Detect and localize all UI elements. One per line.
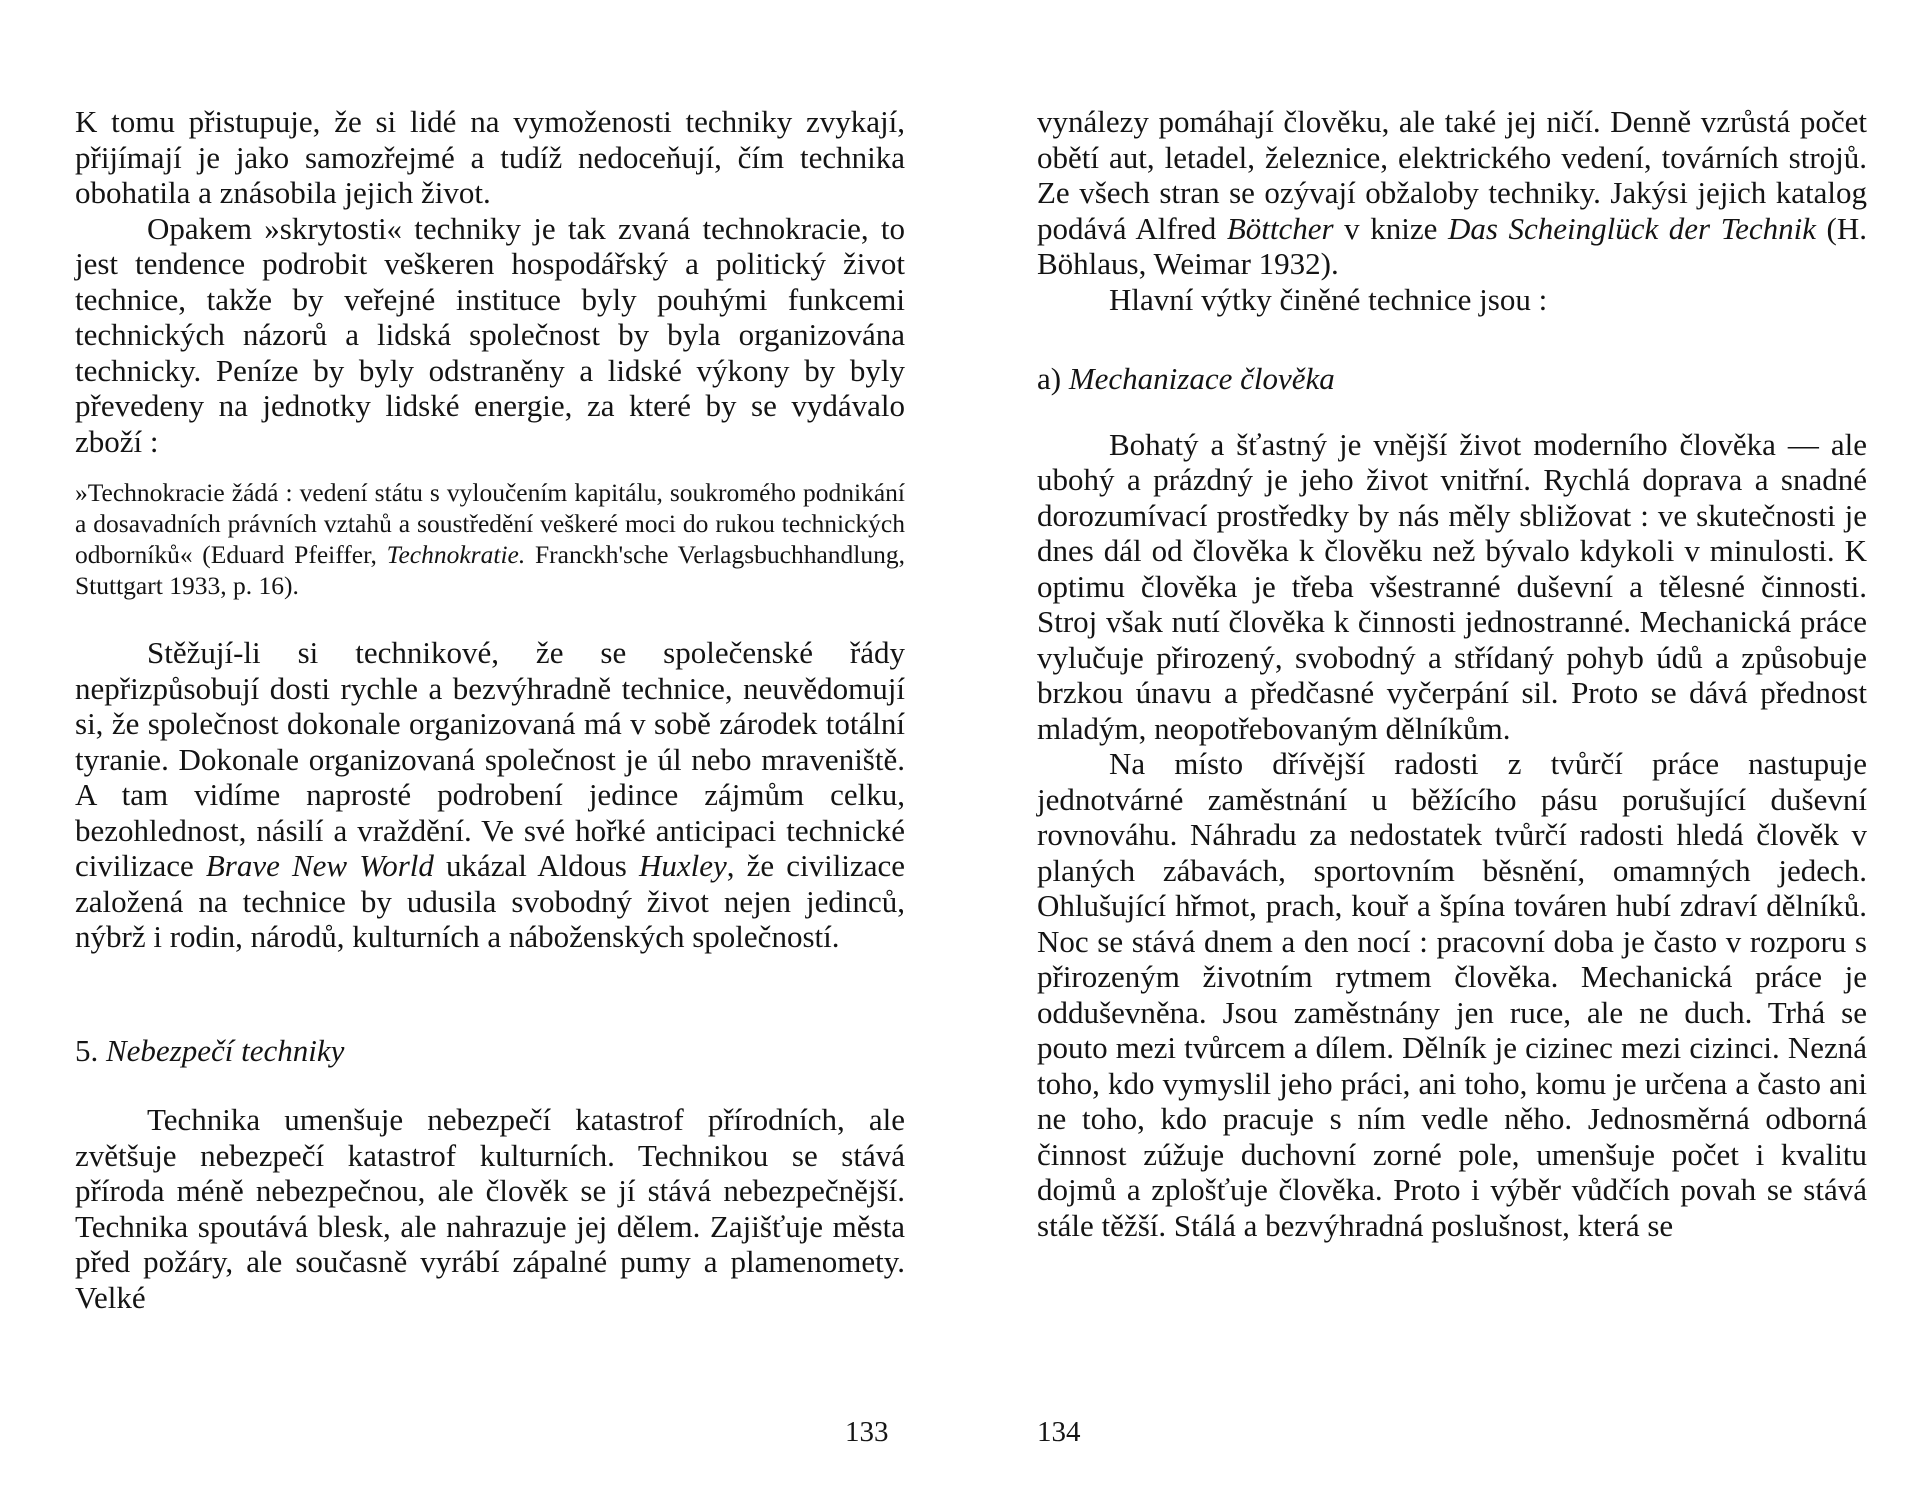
left-paragraph-4: Technika umenšuje nebezpečí katastrof přírodních, ale zvětšuje nebezpečí katastrof kulturních. Technikou se stává příroda méně nebezpečnou, ale člověk se jí stává nebezpečnější. Technika spoutává blesk, ale nahrazuje jej dělem. Zajišťuje města před požáry, ale současně vyrábí zápalné pumy a plamenomety. Velké [75,1102,905,1315]
section-number: 5. [75,1032,99,1068]
author-huxley: Huxley [638,848,727,883]
left-page [75,0,905,1500]
left-paragraph-3-part-1: Stěžují-li si technikové, že se společenské řády nepřizpůsobují dosti rychle a bezvýhradně technice, neuvědomují si, že společnost dokonale organizovaná má v sobě zárodek totální tyranie. Dokonale organizovaná společnost je úl nebo mraveniště. A tam vidíme naprosté podrobení jedince zájmům celku, bezohlednost, násilí a vraždění. Ve své hořké anticipaci technické civilizace [75,635,905,883]
book-title-scheinglueck: Das Scheinglück der Technik [1447,210,1816,246]
page-number-right: 134 [1037,1416,1081,1448]
subheading [1037,361,1867,397]
author-boettcher: Böttcher [1226,210,1334,246]
section-title: Nebezpečí techniky [106,1032,345,1068]
right-paragraph-1 [1037,104,1867,282]
right-paragraph-1-part-1: vynálezy pomáhají člověku, ale také jej ničí. Denně vzrůstá počet obětí aut, letadel, železnice, elektrického vedení, továrních strojů. Ze všech stran se ozývají obžaloby techniky. Jakýsi jejich katalog podává Alfred [1037,104,1867,246]
subheading-title: Mechanizace člověka [1068,361,1335,396]
right-paragraph-1-part-3: (H. Böhlaus, Weimar 1932). [1037,210,1868,281]
subheading-label: a) [1037,361,1062,396]
right-paragraph-2: Hlavní výtky činěné technice jsou : [1109,281,1548,317]
right-text-column [1037,104,1867,1243]
page-number-left: 133 [845,1416,889,1448]
left-paragraph-1: K tomu přistupuje, že si lidé na vymoženosti techniky zvykají, přijímají je jako samozřejmé a tudíž nedoceňují, čím technika obohatila a znásobila jejich život. [75,104,905,210]
left-paragraph-3-part-2: ukázal Aldous [433,848,639,883]
quote-cited-title: Technokratie. [386,540,526,569]
quote-text-before: »Technokracie žádá : vedení státu s vyloučením kapitálu, soukromého podnikání a dosavadních právních vztahů a soustředění veškeré moci do rukou technických odborníků« (Eduard Pfeiffer, [75,478,905,569]
book-title-brave-new-world: Brave New World [205,848,434,883]
quote-text-after: Franckh'sche Verlagsbuchhandlung, Stuttgart 1933, p. 16). [75,540,906,600]
left-paragraph-2: Opakem »skrytosti« techniky je tak zvaná technokracie, to jest tendence podrobit veškeren hospodářský a politický život technice, takže by veřejné instituce byly pouhými funkcemi technických názorů a lidská společnost by byla organizována technicky. Peníze by byly odstraněny a lidské výkony by byly převedeny na jednotky lidské energie, za které by se vydávalo zboží : [75,210,905,459]
section-heading [75,1033,905,1069]
right-paragraph-3: Bohatý a šťastný je vnější život moderního člověka — ale ubohý a prázdný je jeho život vnitřní. Rychlá doprava a snadné dorozumívací prostředky by nás měly sbližovat : ve skutečnosti je dnes dál od člověka k člověku než bývalo kdykoli v minulosti. K optimu člověka je třeba všestranné duševní a tělesné činnosti. Stroj však nutí člověka k činnosti jednostranné. Mechanická práce vylučuje přirozený, svobodný a střídaný pohyb údů a způsobuje brzkou únavu a předčasné vyčerpání sil. Proto se dává přednost mladým, neopotřebovaným dělníkům. [1037,426,1867,746]
left-paragraph-3 [75,635,905,955]
right-paragraph-1-part-2: v knize [1333,210,1448,246]
right-page [1037,0,1867,1500]
left-paragraph-3-part-3: , že civilizace založená na technice by udusila svobodný život nejen jedinců, nýbrž i rodin, národů, kulturních a náboženských společností. [75,848,905,954]
left-text-column [75,104,905,1315]
block-quote [75,477,905,601]
right-paragraph-4: Na místo dřívější radosti z tvůrčí práce nastupuje jednotvárné zaměstnání u běžícího pásu porušující duševní rovnováhu. Náhradu za nedostatek tvůrčí radosti hledá člověk v planých zábavách, sportovním běsnění, omamných jedech. Ohlušující hřmot, prach, kouř a špína továren hubí zdraví dělníků. Noc se stává dnem a den nocí : pracovní doba je často v rozporu s přirozeným životním rytmem člověka. Mechanická práce je odduševněna. Jsou zaměstnány jen ruce, ale ne duch. Trhá se pouto mezi tvůrcem a dílem. Dělník je cizinec mezi cizinci. Nezná toho, kdo vymyslil jeho práci, ani toho, komu je určena a často ani ne toho, kdo pracuje s ním vedle něho. Jednosměrná odborná činnost zúžuje duchovní zorné pole, umenšuje počet i kvalitu dojmů a zplošťuje člověka. Proto i výběr vůdčích povah se stává stále těžší. Stálá a bezvýhradná poslušnost, která se [1037,746,1867,1243]
